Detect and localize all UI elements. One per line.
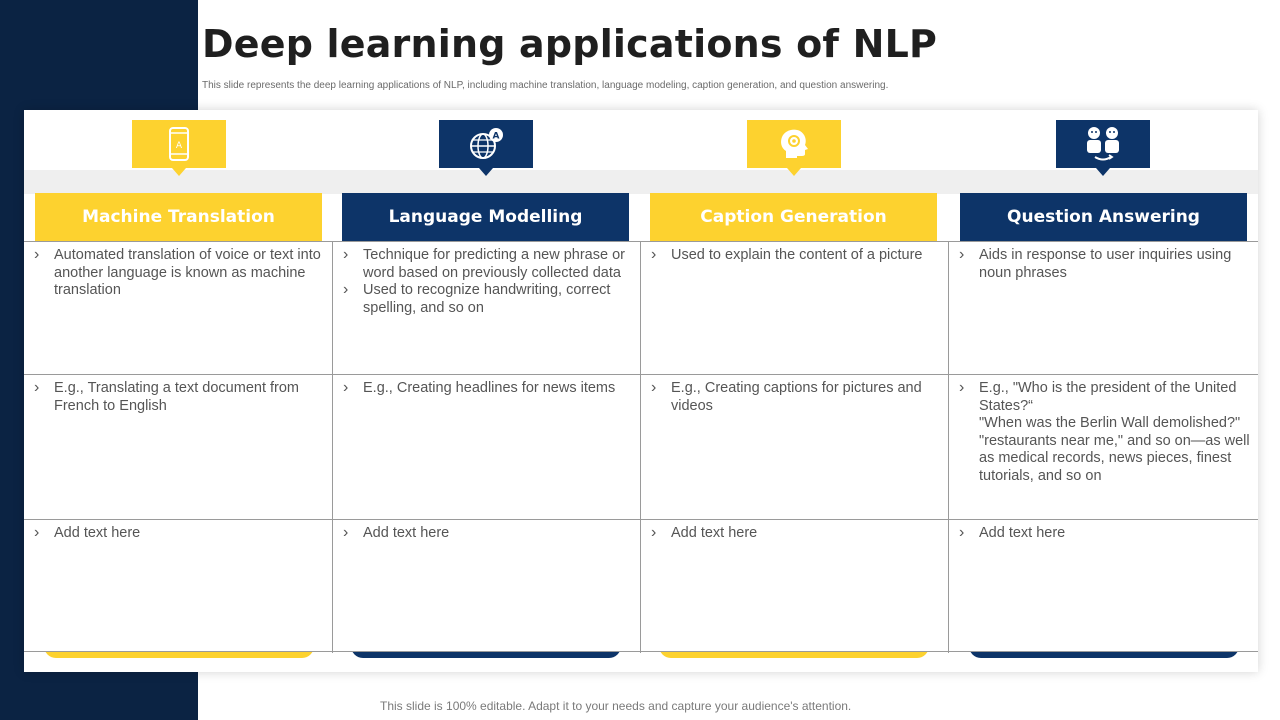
slide-footer-note: This slide is 100% editable. Adapt it to your needs and capture your audience's attention.: [380, 699, 852, 713]
applications-card: [24, 110, 1258, 672]
globe-language-icon: [439, 120, 533, 168]
content-grid: [24, 241, 1258, 652]
cell-caption-generation-example: [641, 375, 949, 520]
cell-machine-translation-description: [24, 242, 333, 375]
cell-language-modelling-placeholder: [333, 520, 641, 653]
slide-subtitle: This slide represents the deep learning applications of NLP, including machine translation, language modeling, caption generation, and question answering.: [202, 80, 889, 91]
list-item: › E.g., Translating a text document from French to English: [34, 380, 324, 415]
slide-title: Deep learning applications of NLP: [202, 22, 938, 66]
head-gear-icon: [747, 120, 841, 168]
cell-question-answering-placeholder: [949, 520, 1258, 653]
svg-text:A: A: [492, 131, 500, 142]
list-item: › Add text here: [34, 525, 324, 543]
cell-question-answering-description: [949, 242, 1258, 375]
list-item: › E.g., Creating captions for pictures and videos: [651, 380, 940, 415]
list-item: › Used to recognize handwriting, correct spelling, and so on: [343, 282, 632, 317]
cell-language-modelling-description: [333, 242, 641, 375]
list-item: › E.g., Creating headlines for news items: [343, 380, 632, 398]
cell-machine-translation-placeholder: [24, 520, 333, 653]
tablet-translate-icon: [132, 120, 226, 168]
header-question-answering: Question Answering: [960, 193, 1247, 241]
cell-question-answering-example: [949, 375, 1258, 520]
cell-machine-translation-example: [24, 375, 333, 520]
header-machine-translation: Machine Translation: [35, 193, 322, 241]
cell-caption-generation-placeholder: [641, 520, 949, 653]
list-item: › Used to explain the content of a picture: [651, 247, 940, 265]
cell-language-modelling-example: [333, 375, 641, 520]
list-item: › Automated translation of voice or text into another language is known as machine translation: [34, 247, 324, 300]
list-item: › E.g., "Who is the president of the United States?“ "When was the Berlin Wall demolished?" "restaurants near me," and so on—as well as medical records, news pieces, finest tutorials, and so on: [959, 380, 1250, 486]
header-caption-generation: Caption Generation: [650, 193, 937, 241]
svg-text:A: A: [175, 141, 183, 151]
header-language-modelling: Language Modelling: [342, 193, 629, 241]
icon-band: [24, 170, 1258, 194]
people-conversation-icon: [1056, 120, 1150, 168]
cell-caption-generation-description: [641, 242, 949, 375]
list-item: › Add text here: [343, 525, 632, 543]
list-item: › Aids in response to user inquiries using noun phrases: [959, 247, 1250, 282]
list-item: › Add text here: [651, 525, 940, 543]
list-item: › Technique for predicting a new phrase or word based on previously collected data: [343, 247, 632, 282]
list-item: › Add text here: [959, 525, 1250, 543]
